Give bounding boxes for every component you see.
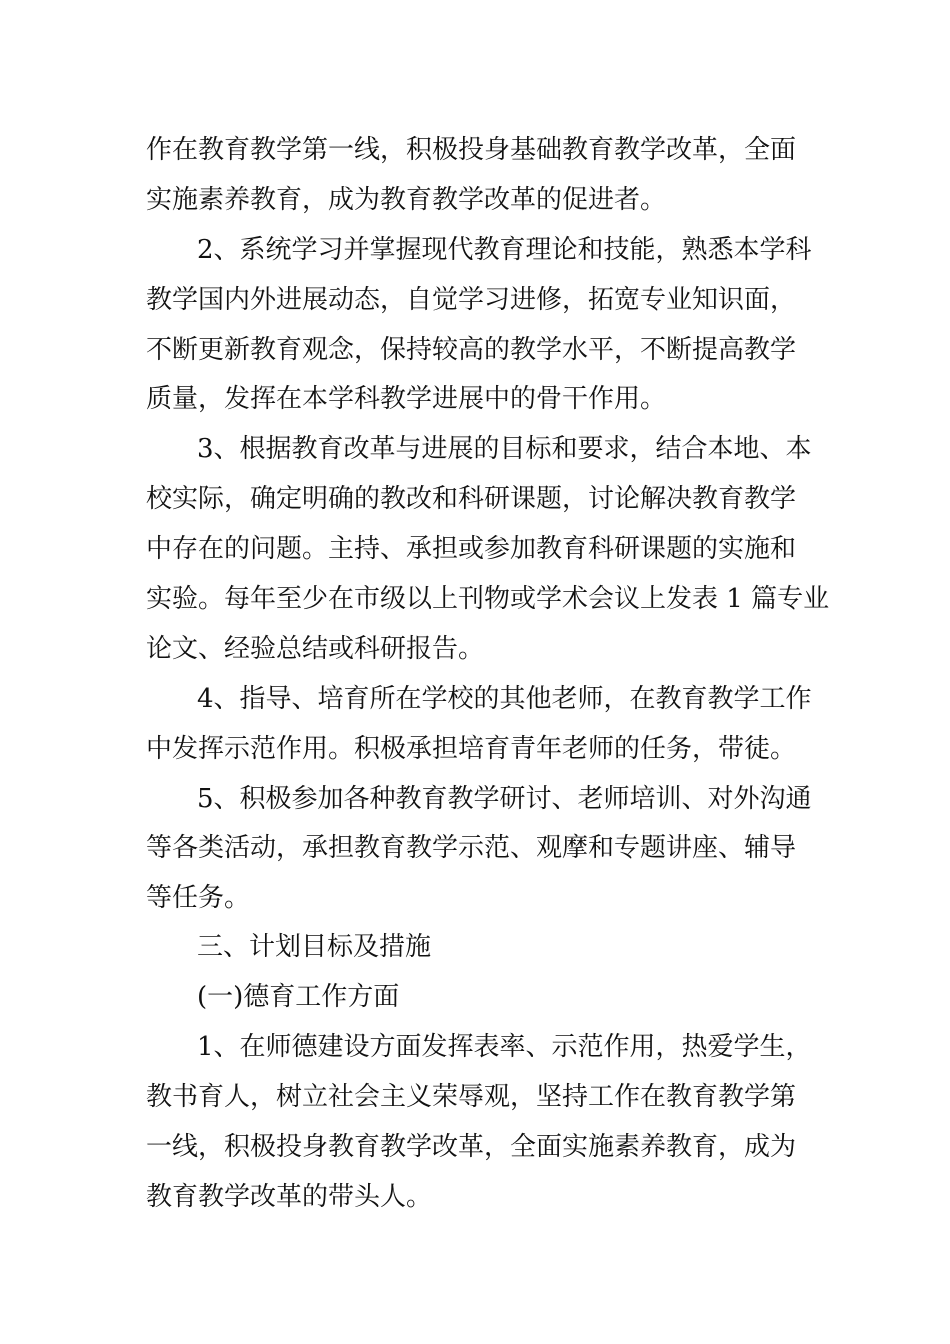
paragraph-start-line: 2、系统学习并掌握现代教育理论和技能，熟悉本学科 xyxy=(197,235,812,265)
text-line: 实验。每年至少在市级以上刊物或学术会议上发表 1 篇专业 xyxy=(146,584,830,614)
text-line: 等任务。 xyxy=(146,883,251,913)
subsection-heading: (一)德育工作方面 xyxy=(197,982,400,1012)
paragraph-start-line: 3、根据教育改革与进展的目标和要求，结合本地、本 xyxy=(197,434,812,464)
paragraph-start-line: 5、积极参加各种教育教学研讨、老师培训、对外沟通 xyxy=(197,784,812,814)
text-line: 实施素养教育，成为教育教学改革的促进者。 xyxy=(146,185,667,215)
text-line: 论文、经验总结或科研报告。 xyxy=(146,634,485,664)
text-line: 一线，积极投身教育教学改革，全面实施素养教育，成为 xyxy=(146,1132,797,1162)
text-line: 教学国内外进展动态，自觉学习进修，拓宽专业知识面， xyxy=(146,285,797,315)
paragraph-start-line: 4、指导、培育所在学校的其他老师，在教育教学工作 xyxy=(197,684,812,714)
text-line: 教书育人，树立社会主义荣辱观，坚持工作在教育教学第 xyxy=(146,1082,797,1112)
paragraph-start-line: 1、在师德建设方面发挥表率、示范作用，热爱学生， xyxy=(197,1032,812,1062)
text-line: 中存在的问题。主持、承担或参加教育科研课题的实施和 xyxy=(146,534,797,564)
text-line: 等各类活动，承担教育教学示范、观摩和专题讲座、辅导 xyxy=(146,833,797,863)
section-heading: 三、计划目标及措施 xyxy=(197,932,432,962)
text-line: 质量，发挥在本学科教学进展中的骨干作用。 xyxy=(146,384,667,414)
text-line: 作在教育教学第一线，积极投身基础教育教学改革，全面 xyxy=(146,135,797,165)
text-line: 校实际，确定明确的教改和科研课题，讨论解决教育教学 xyxy=(146,484,797,514)
text-line: 不断更新教育观念，保持较高的教学水平，不断提高教学 xyxy=(146,335,797,365)
text-line: 中发挥示范作用。积极承担培育青年老师的任务，带徒。 xyxy=(146,734,797,764)
text-line: 教育教学改革的带头人。 xyxy=(146,1182,433,1212)
